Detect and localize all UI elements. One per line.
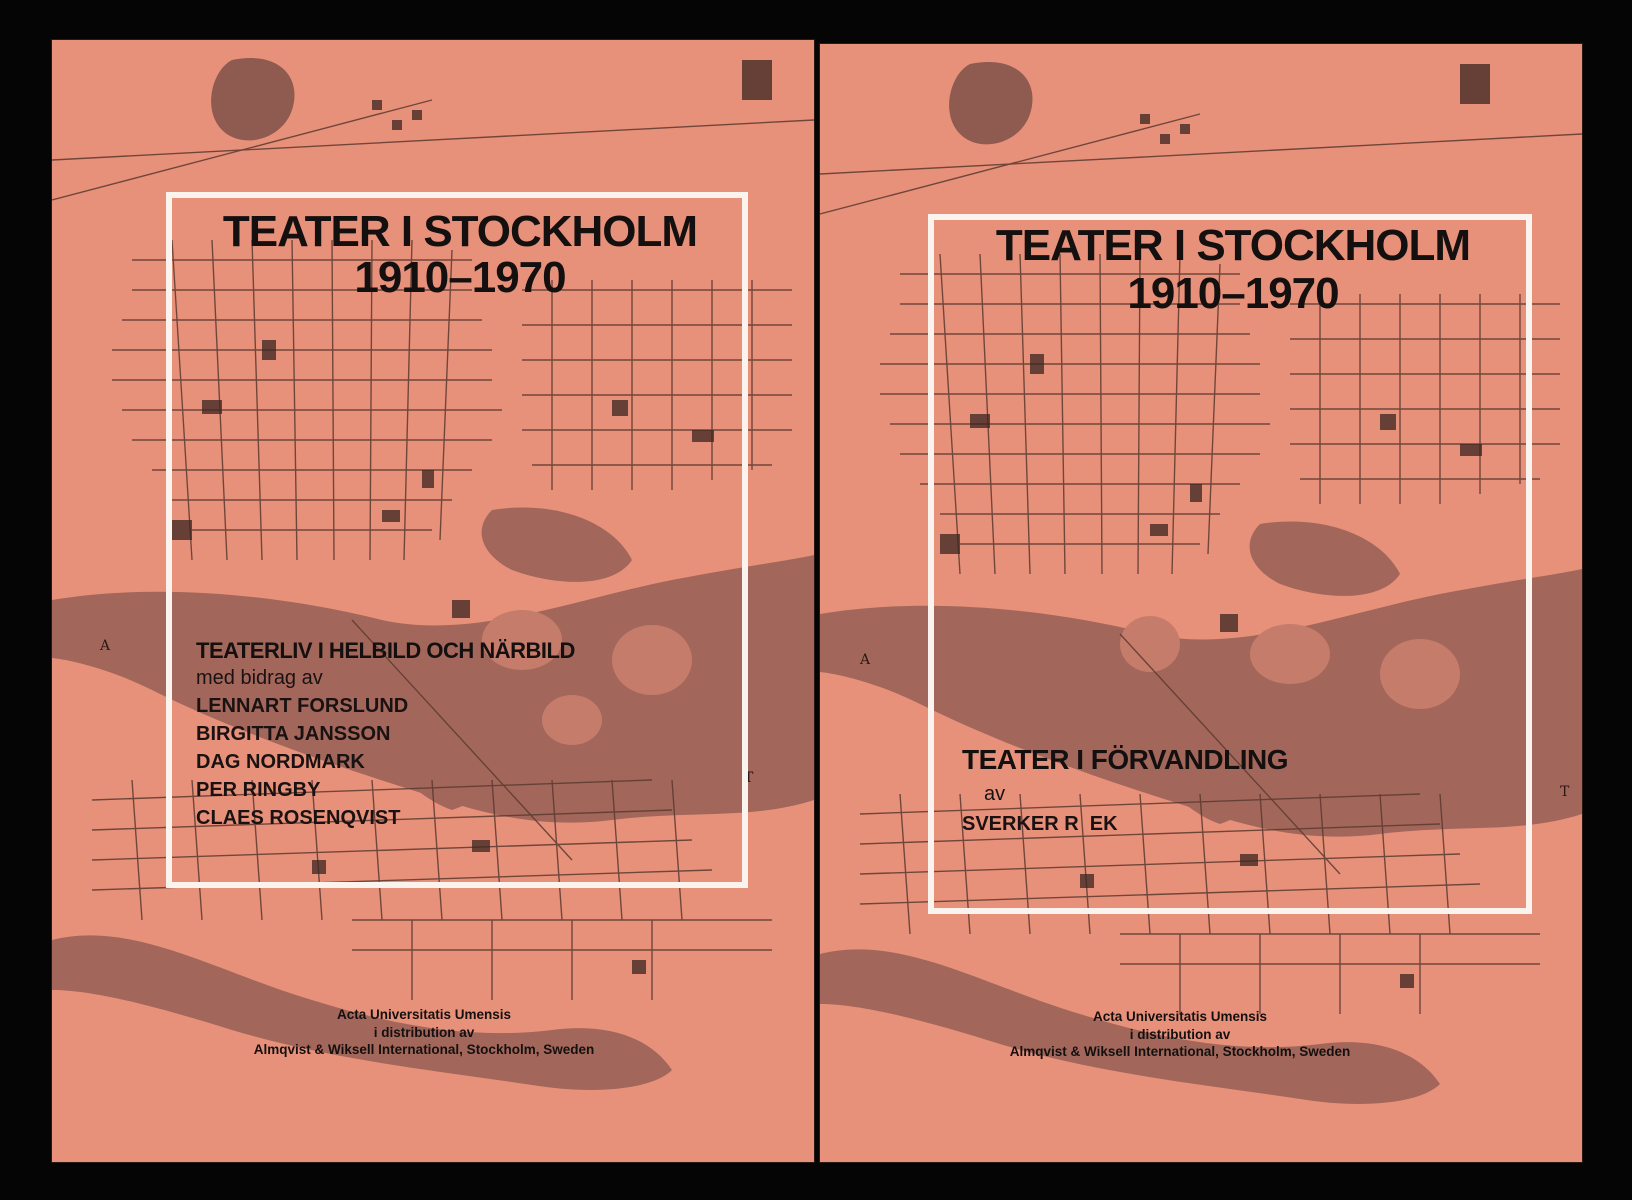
contributor-name: LENNART FORSLUND xyxy=(196,695,409,717)
author-name: SVERKER R EK xyxy=(962,813,1118,835)
publisher-info xyxy=(224,1006,624,1059)
contributor-name: BIRGITTA JANSSON xyxy=(196,723,391,745)
author-intro: av xyxy=(984,783,1006,805)
book-subtitle: TEATERLIV I HELBILD OCH NÄRBILD xyxy=(196,638,575,663)
book-years: 1910–1970 xyxy=(1127,269,1339,318)
map-label: A xyxy=(860,652,871,668)
contributor-name: CLAES ROSENQVIST xyxy=(196,807,401,829)
publisher-line: Acta Universitatis Umensis xyxy=(1092,1009,1268,1024)
book-cover-left xyxy=(52,40,814,1162)
contributors-intro: med bidrag av xyxy=(196,667,323,689)
publisher-line: Almqvist & Wiksell International, Stockholm, Sweden xyxy=(1009,1044,1351,1060)
map-label: T xyxy=(744,770,754,786)
map-label: T xyxy=(1560,784,1570,800)
book-years: 1910–1970 xyxy=(354,253,566,302)
publisher-info xyxy=(970,1008,1390,1061)
title-frame xyxy=(928,214,1532,914)
book-title: TEATER I STOCKHOLM xyxy=(222,207,698,256)
contributor-name: PER RINGBY xyxy=(196,779,321,801)
publisher-line: i distribution av xyxy=(1129,1026,1231,1042)
book-cover-right xyxy=(820,44,1582,1162)
contributor-name: DAG NORDMARK xyxy=(196,751,365,773)
publisher-line: i distribution av xyxy=(373,1024,475,1040)
book-title: TEATER I STOCKHOLM xyxy=(995,221,1471,270)
publisher-line: Acta Universitatis Umensis xyxy=(336,1007,512,1022)
map-label: A xyxy=(100,638,111,654)
publisher-line: Almqvist & Wiksell International, Stockholm, Sweden xyxy=(253,1042,595,1058)
book-subtitle: TEATER I FÖRVANDLING xyxy=(962,744,1288,775)
